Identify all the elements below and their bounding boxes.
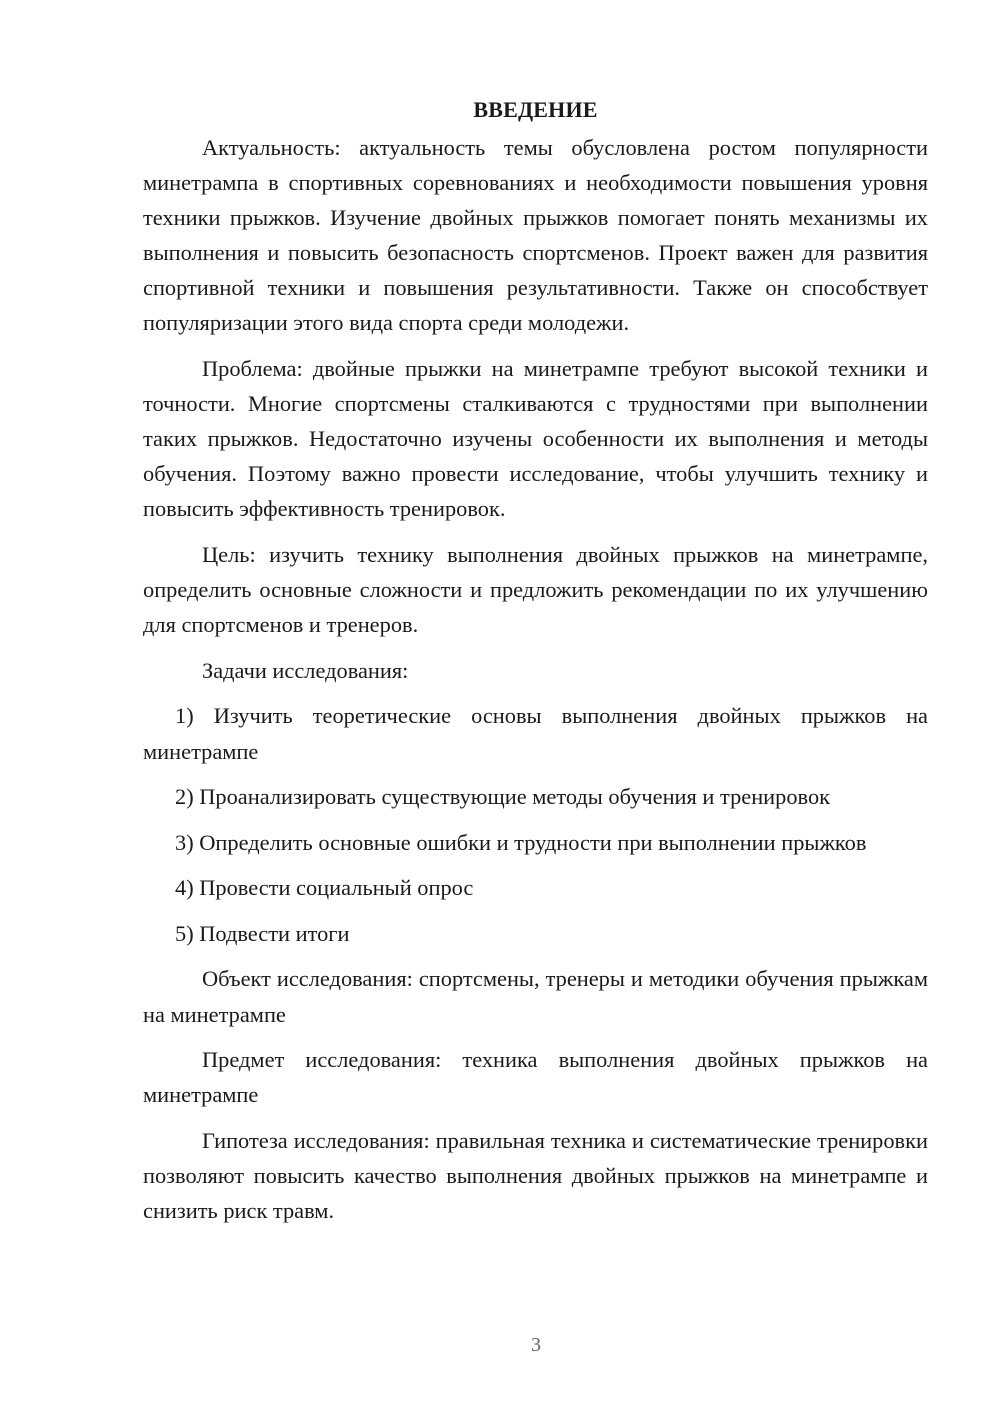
paragraph-subject: Предмет исследования: техника выполнения двойных прыжков на минетрампе: [143, 1047, 928, 1108]
task-item-3: 3) Определить основные ошибки и трудности при выполнении прыжков: [175, 829, 867, 855]
task-item-5: 5) Подвести итоги: [175, 920, 350, 946]
paragraph-object: Объект исследования: спортсмены, тренеры и методики обучения прыжкам на минетрампе: [143, 966, 928, 1027]
page-title: ВВЕДЕНИЕ: [473, 97, 598, 122]
document-page: [143, 92, 928, 1239]
task-item-4: 4) Провести социальный опрос: [175, 875, 474, 901]
task-item-2: 2) Проанализировать существующие методы обучения и тренировок: [175, 784, 831, 810]
paragraph-tasks-heading: Задачи исследования:: [202, 657, 409, 683]
tasks-list: [143, 698, 928, 951]
task-item-1: 1) Изучить теоретические основы выполнения двойных прыжков на минетрампе: [143, 703, 928, 764]
paragraph-goal: Цель: изучить технику выполнения двойных прыжков на минетрампе, определить основные сложности и предложить рекомендации по их улучшению для спортсменов и тренеров.: [143, 542, 928, 638]
paragraph-problem: Проблема: двойные прыжки на минетрампе требуют высокой техники и точности. Многие спортсмены сталкиваются с трудностями при выполнении таких прыжков. Недостаточно изучены особенности их выполнения и методы обучения. Поэтому важно провести исследование, чтобы улучшить технику и повысить эффективность тренировок.: [143, 356, 928, 522]
page-number: 3: [531, 1334, 541, 1356]
paragraph-relevance: Актуальность: актуальность темы обусловлена ростом популярности минетрампа в спортивных соревнованиях и необходимости повышения уровня техники прыжков. Изучение двойных прыжков помогает понять механизмы их выполнения и повысить безопасность спортсменов. Проект важен для развития спортивной техники и повышения результативности. Также он способствует популяризации этого вида спорта среди молодежи.: [143, 135, 928, 336]
paragraph-hypothesis: Гипотеза исследования: правильная техника и систематические тренировки позволяют повысить качество выполнения двойных прыжков на минетрампе и снизить риск травм.: [143, 1127, 928, 1224]
